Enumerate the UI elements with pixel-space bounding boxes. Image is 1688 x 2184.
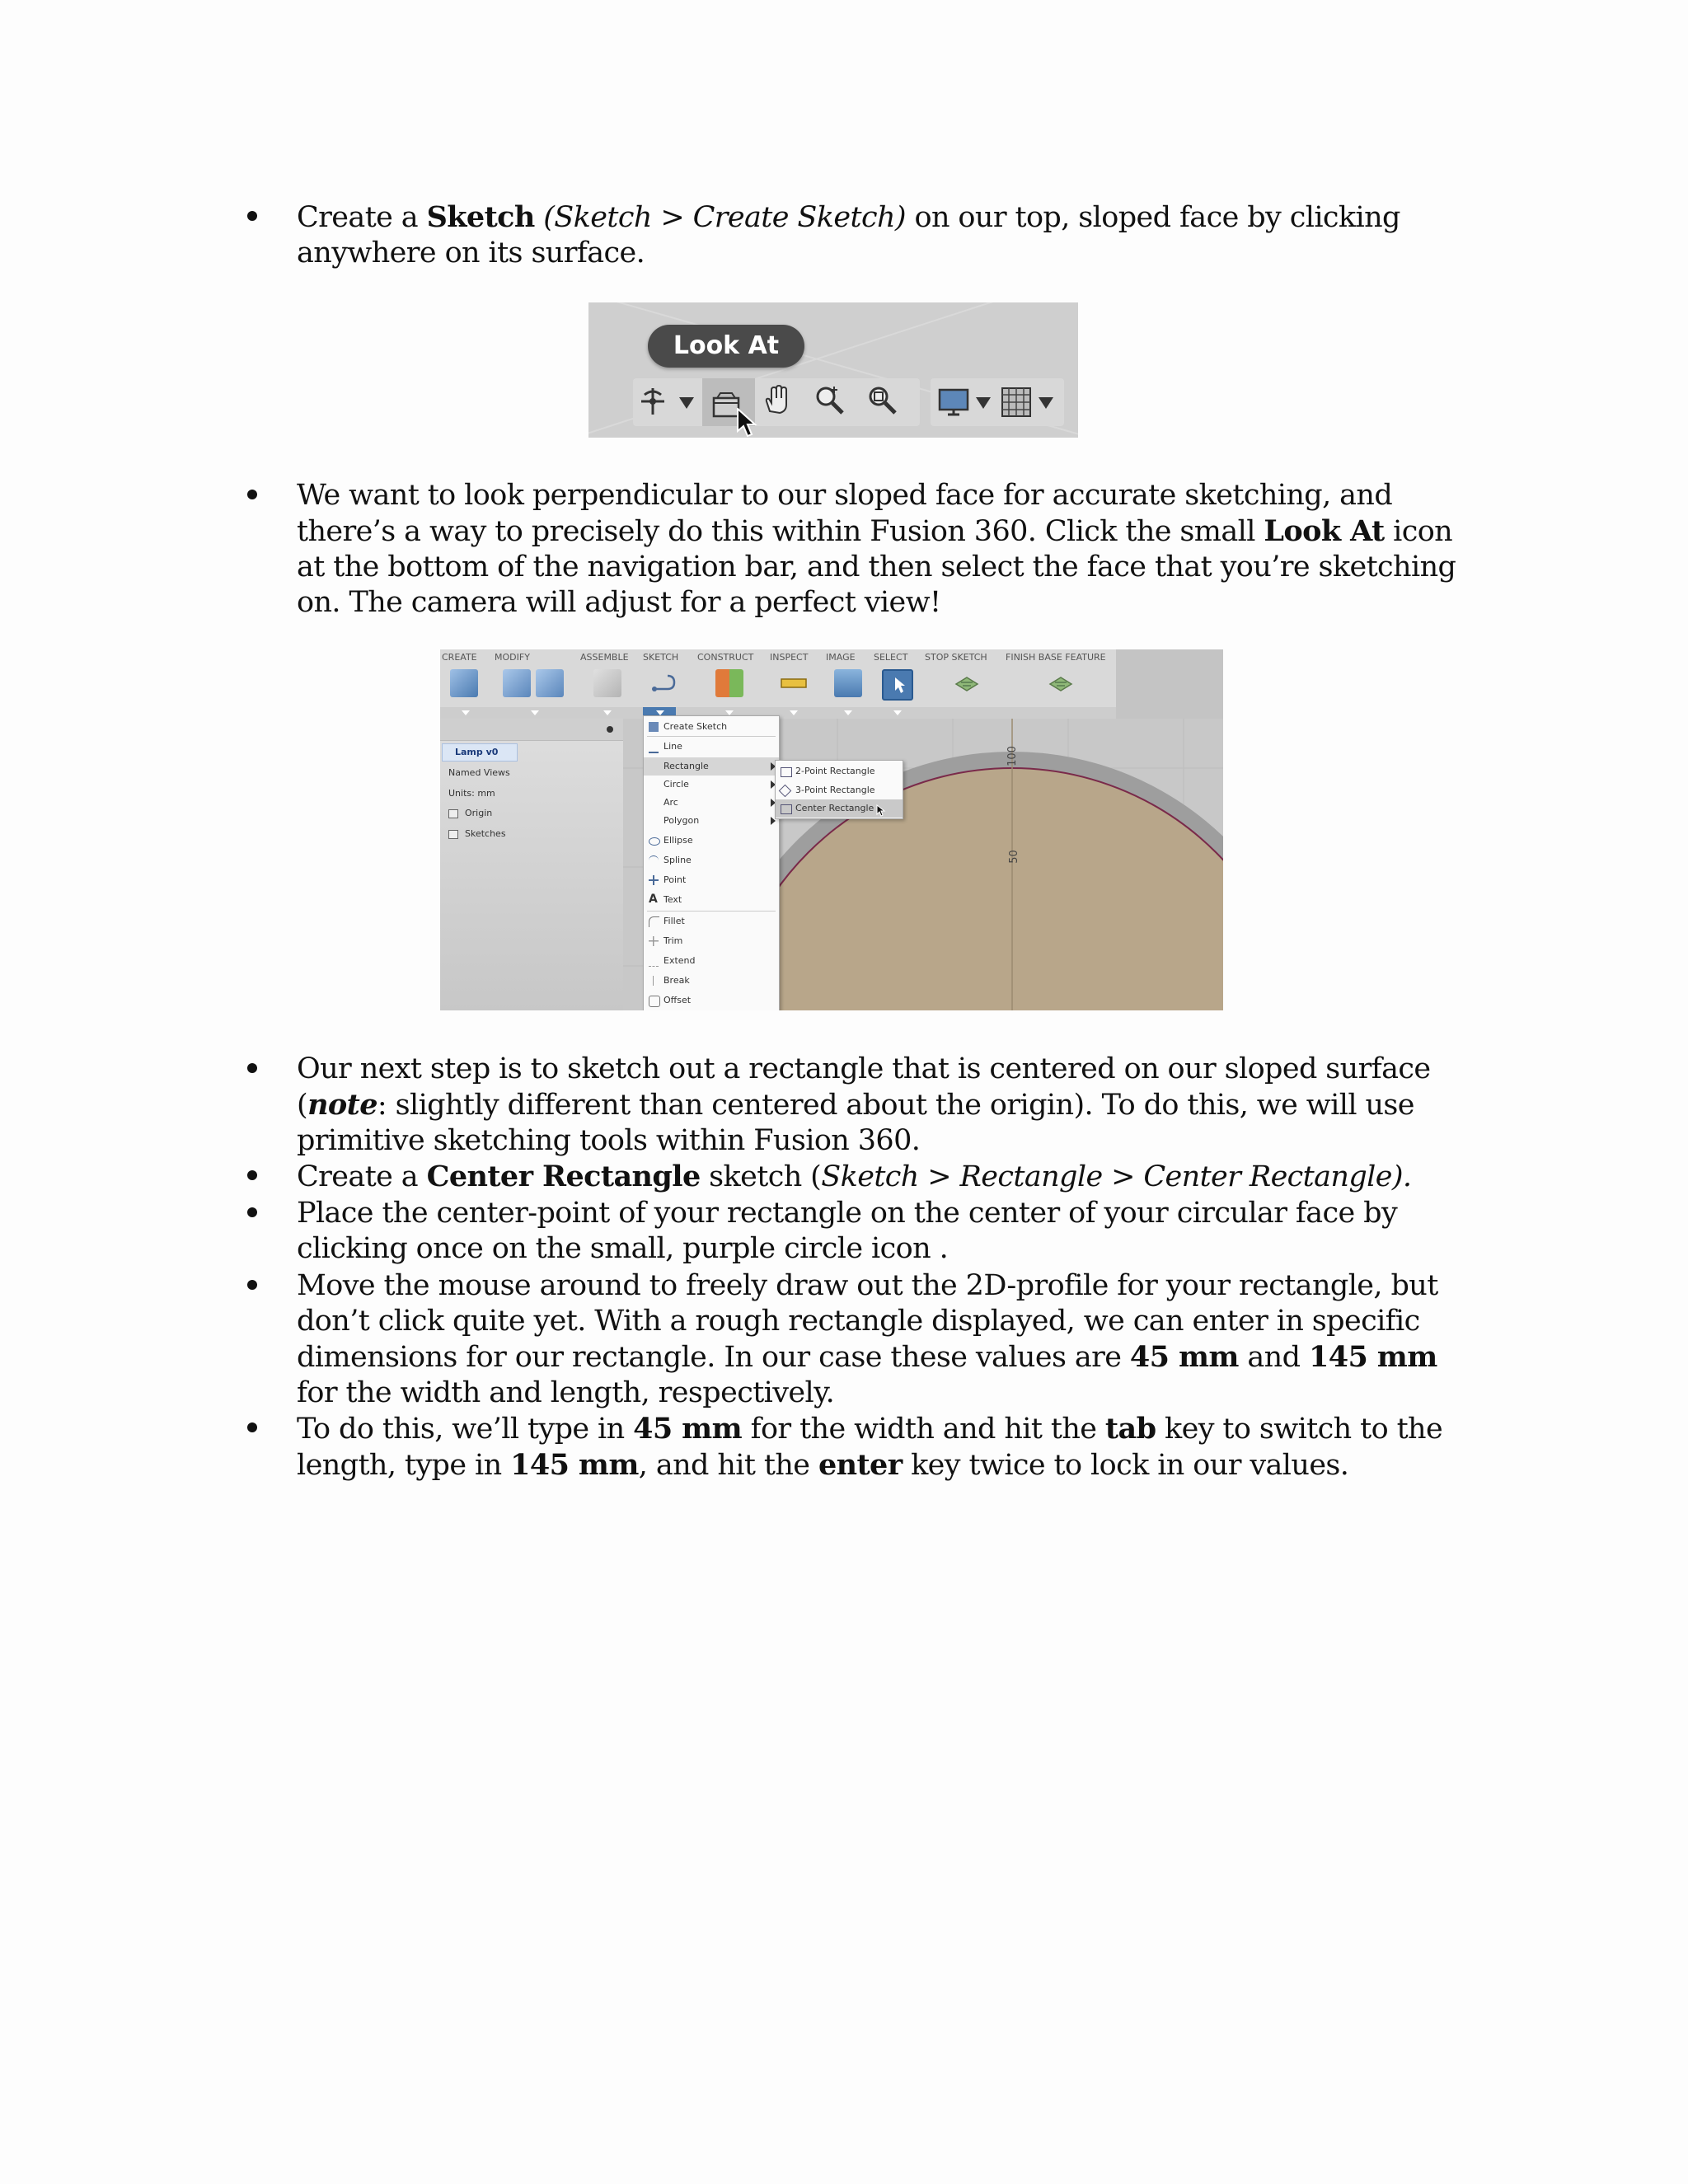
display-dropdown-icon[interactable] [976,397,991,409]
menu-item-rectangle[interactable] [644,757,779,776]
modify-press-pull-icon[interactable] [503,669,531,697]
bullet-text-segment: sketch ( [700,1160,822,1193]
menu-item-label: Break [663,975,690,986]
toolbar-label-stop-sketch: STOP SKETCH [925,652,987,663]
orbit-icon[interactable] [636,385,669,418]
bullet-text-segment: Create a [297,1160,427,1193]
menu-item-point[interactable] [644,871,779,889]
menu-item-label: Line [663,741,682,752]
folder-icon [448,809,458,818]
menu-item-line[interactable] [644,738,779,756]
bullet-item [247,199,1484,271]
bullet-text-segment: icon at the bottom of the navigation bar, and then select the face that you’re sketching on. The camera will adjust for a perfect view! [297,515,1456,619]
bullet-item [247,478,1484,621]
three-point-rectangle-icon [779,785,792,798]
fillet-icon [649,916,659,927]
browser-item-lamp[interactable]: Lamp v0 [455,747,499,757]
bullet-text-segment: tab [1104,1412,1156,1446]
menu-item-offset[interactable] [644,991,779,1010]
bullet-item [247,1411,1484,1483]
menu-item-spline[interactable] [644,851,779,869]
bullet-text-segment: for the width and length, respectively. [297,1376,835,1409]
menu-item-label: Offset [663,995,692,1005]
bullet-text-segment: enter [818,1448,903,1482]
ruler-label-100: 100 [1006,746,1019,766]
assemble-joint-icon[interactable] [593,669,621,697]
fusion-toolbar [440,649,1116,708]
break-icon [653,976,654,986]
toolbar-label-assemble: ASSEMBLE [580,652,629,663]
menu-item-polygon[interactable] [644,812,779,830]
ruler-label-50: 50 [1007,850,1020,864]
grid-dropdown-icon[interactable] [1039,397,1053,409]
bullet-text-segment: Sketch > Rectangle > Center Rectangle). [821,1160,1412,1193]
select-icon[interactable] [882,669,913,701]
toolbar-label-modify: MODIFY [495,652,530,663]
submenu-item-label: Center Rectangle [795,803,874,813]
assemble-dropdown-caret[interactable] [603,710,612,715]
toolbar-label-select: SELECT [874,652,908,663]
menu-item-label: Rectangle [663,761,709,771]
modify-dropdown-caret[interactable] [531,710,539,715]
create-box-icon[interactable] [450,669,478,697]
image-dropdown-caret[interactable] [844,710,852,715]
bullet-dot [247,1422,257,1432]
menu-item-break[interactable] [644,972,779,990]
image-icon[interactable] [834,669,862,697]
browser-item-units[interactable]: Units: mm [448,788,495,799]
bullet-text-segment: , and hit the [638,1449,818,1482]
bullet-dot [247,490,257,499]
create-dropdown-caret[interactable] [462,710,470,715]
inspect-dropdown-caret[interactable] [790,710,798,715]
construct-plane-icon[interactable] [715,669,743,697]
bullet-text-segment: To do this, we’ll type in [297,1413,634,1446]
bullet-dot [247,1063,257,1073]
menu-item-label: Ellipse [663,835,693,846]
bullet-item [247,1052,1484,1159]
submenu-item-label: 2-Point Rectangle [795,766,875,776]
bullet-text [297,1159,1484,1195]
menu-item-label: Trim [663,935,683,946]
bullet-text-segment: Move the mouse around to freely draw out the 2D-profile for your rectangle, but don’t click quite yet. With a rough rectangle displayed, we can enter in specific dimensions for our rectangle. In our case these values are [297,1269,1438,1374]
browser-item-origin[interactable] [448,808,492,818]
menu-item-label: Point [663,874,687,885]
bullet-text-segment: Center Rectangle [426,1160,701,1193]
bullet-text-segment: 45 mm [633,1412,743,1446]
spline-icon [649,855,659,866]
inspect-measure-icon[interactable] [780,669,808,697]
submenu-item-center-rectangle[interactable] [776,799,903,818]
browser-item-sketches[interactable] [448,828,506,839]
line-icon [649,742,659,753]
sketch-dropdown-menu [643,715,780,1010]
bullet-item [247,1268,1484,1411]
rectangle-submenu [775,760,903,819]
folder-icon [448,830,458,839]
submenu-item-label: 3-Point Rectangle [795,785,875,795]
text-icon: A [649,893,658,906]
bullet-text [297,199,1484,271]
bullet-text-segment: on our top, sloped face by clicking anywhere on its surface. [297,201,1400,269]
bullet-text-segment: Place the center-point of your rectangle on the center of your circular face by clicking once on the small, purple circle icon . [297,1197,1398,1265]
bullet-text [297,1411,1484,1483]
browser-panel [440,719,623,1010]
display-settings-icon[interactable] [938,385,971,418]
menu-item-label: Arc [663,797,678,808]
bullet-text-segment: : slightly different than centered about the origin). To do this, we will use primitive sketching tools within Fusion 360. [297,1089,1414,1157]
bullet-text [297,1052,1484,1159]
bullet-text-segment: 45 mm [1129,1340,1239,1374]
fusion-sketch-menu-screenshot [440,649,1223,1010]
menu-item-extend[interactable] [644,952,779,970]
bullet-text-segment: 145 mm [510,1448,639,1482]
two-point-rectangle-icon [781,767,792,777]
stop-sketch-icon[interactable] [953,669,981,697]
menu-item-label: Extend [663,955,696,966]
center-rectangle-icon [781,804,792,814]
browser-pin-icon[interactable] [607,726,613,733]
menu-item-arc[interactable] [644,794,779,812]
menu-item-label: Polygon [663,815,700,826]
bullet-text-segment: 145 mm [1308,1340,1437,1374]
bullet-dot [247,1207,257,1217]
bullet-text [297,478,1484,621]
menu-item-label: Fillet [663,916,685,926]
browser-item-origin-label: Origin [465,808,493,818]
look-at-screenshot [588,302,1078,438]
select-dropdown-caret[interactable] [893,710,902,715]
bullet-text-segment: We want to look perpendicular to our sloped face for accurate sketching, and there’s a way to precisely do this within Fusion 360. Click the small [297,479,1393,548]
cursor-arrow-icon [737,408,758,438]
bullet-text-segment: and [1238,1341,1309,1374]
fit-icon[interactable] [865,383,898,416]
menu-item-label: Circle [663,779,689,790]
bullet-item [247,1159,1484,1195]
toolbar-label-inspect: INSPECT [770,652,809,663]
trim-icon [649,936,659,946]
toolbar-label-construct: CONSTRUCT [697,652,754,663]
offset-icon [649,996,660,1007]
menu-item-text[interactable] [644,891,779,909]
bullet-text-segment: Sketch [426,200,535,234]
menu-item-create-sketch[interactable] [644,718,779,736]
bullet-dot [247,1280,257,1290]
ellipse-icon [649,837,660,846]
bullet-text-segment: Create a [297,201,427,234]
extend-icon [649,956,659,967]
menu-item-fillet[interactable] [644,912,779,930]
create-sketch-icon [649,722,659,732]
zoom-icon[interactable] [813,383,846,416]
menu-item-label: Spline [663,855,692,865]
toolbar-label-finish-base-feature: FINISH BASE FEATURE [1006,652,1106,663]
bullet-text-segment: Look At [1264,514,1385,548]
toolbar-label-sketch: SKETCH [643,652,679,663]
menu-item-circle[interactable] [644,776,779,794]
orbit-dropdown-icon[interactable] [679,397,694,409]
point-icon [649,875,659,885]
bullet-text-segment: Our next step is to sketch out a rectangle that is centered on our sloped surface ( [297,1052,1431,1122]
bullet-dot [247,211,257,221]
bullet-text-segment: key twice to lock in our values. [902,1449,1349,1482]
toolbar-label-image: IMAGE [826,652,856,663]
grid-settings-icon[interactable] [1001,387,1034,419]
bullet-text-segment: for the width and hit the [742,1413,1105,1446]
toolbar-label-create: CREATE [442,652,477,663]
bullet-text-segment: key to switch to the length, type in [297,1413,1443,1482]
menu-item-label: Text [663,894,682,905]
menu-item-trim[interactable] [644,932,779,950]
browser-item-sketches-label: Sketches [465,828,506,839]
submenu-item-2-point-rectangle[interactable] [776,762,903,780]
browser-header [440,719,623,741]
cursor-arrow-icon [876,804,886,818]
browser-item-named-views[interactable]: Named Views [448,767,510,778]
menu-item-ellipse[interactable] [644,832,779,850]
submenu-item-3-point-rectangle[interactable] [776,781,903,799]
menu-item-label: Create Sketch [663,721,728,732]
bullet-text [297,1268,1484,1411]
modify-fillet-icon[interactable] [536,669,564,697]
sketch-line-icon[interactable] [651,669,679,697]
pan-hand-icon[interactable] [760,383,793,416]
bullet-text [297,1196,1484,1267]
look-at-tooltip: Look At [648,325,804,368]
bullet-text-segment: note [307,1088,377,1122]
finish-base-feature-icon[interactable] [1047,669,1075,697]
bullet-text-segment: (Sketch > Create Sketch) [534,201,906,234]
bullet-item [247,1196,1484,1267]
bullet-dot [247,1170,257,1180]
